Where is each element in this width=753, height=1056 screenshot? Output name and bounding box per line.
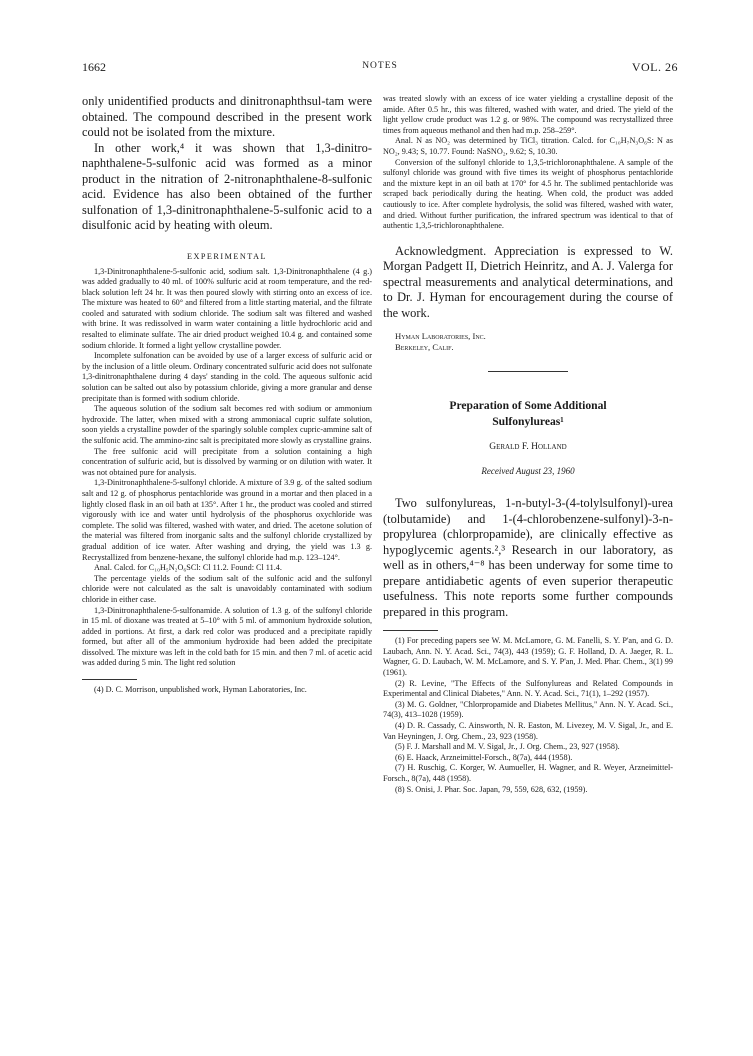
article-title-line: Preparation of Some Additional [449,399,607,413]
footnote-divider [383,630,438,631]
body-paragraph: In other work,⁴ it was shown that 1,3-dinitro-naphthalene-5-sulfonic acid was formed as a minor product in the nitration of 2-nitronaphthalene-8-sulfonic acid. Evidence has also been obtained of the further sulfonation of 1,3-dinitronaphthalene-5-sulfonic acid to a disulfonic acid by heating with oleum. [82,140,372,232]
experimental-paragraph: The percentage yields of the sodium salt of the sulfonic acid and the sulfonyl chloride were not calculated as the salt is unavoidably contaminated with sodium chloride in either case. [82,573,372,604]
experimental-paragraph: Conversion of the sulfonyl chloride to 1,3,5-trichloronaphthalene. A sample of the sulfonyl chloride was ground with five times its weight of phosphorus pentachloride and the mixture kept in an oil bath at 170° for 4.5 hr. The sublimed pentachloride was scraped back periodically during the heating. When cold, the product was added cautiously to ice. After complete hydrolysis, the solid was filtered, washed with water, and dried. Without further purification, the infrared spectrum was identical to that of authentic 1,3,5-trichloronaphthalene. [383,157,673,231]
page-number: 1662 [82,60,106,74]
article-intro: Two sulfonylureas, 1-n-butyl-3-(4-tolylsulfonyl)-urea (tolbutamide) and 1-(4-chlorobenzene-sulfonyl)-3-n-propylurea (chlorpropamide), are clinically effective as hypoglycemic agents.²,³ Research in our laboratory, as well as in others,⁴⁻⁸ has been underway for some time to prepare antidiabetic agents of even superior therapeutic usefulness. This note reports some further compounds prepared in this program. [383,496,673,619]
footnote: (1) For preceding papers see W. M. McLamore, G. M. Fanelli, S. Y. P'an, and G. D. Laubach, Ann. N. Y. Acad. Sci., 74(3), 443 (1959); G. F. Holland, D. A. Jaeger, R. L. Wagner, G. D. Laubach, W. M. McLamore, and S. Y. P'an, J. Med. Phar. Chem., 3(1) 99 (1961). [383,636,673,677]
running-head: NOTES [362,61,398,71]
affiliation: Hyman Laboratories, Inc. [395,331,486,342]
section-heading: EXPERIMENTAL [186,251,268,261]
right-column [383,94,673,795]
experimental-paragraph: 1,3-Dinitronaphthalene-5-sulfonyl chloride. A mixture of 3.9 g. of the salted sodium salt and 12 g. of phosphorus pentachloride was ground in a mortar and then placed in a lightly closed flask in an oil bath at 135°. After 1 hr., the product was cooled and stirred vigorously with ice and water until hydrolysis of the phosphorus oxychloride was complete. The solid was filtered, washed with water, and dried. The acetone solution of the material was filtered from inorganic salts and the sulfonyl chloride crystallized by gradual addition of ice water. After washing and drying, the yield was 1.3 g. Recrystallized from benzene-hexane, the sulfonyl chloride had m.p. 123–124°. [82,478,372,562]
acknowledgment: Acknowledgment. Appreciation is expressed to W. Morgan Padgett II, Dietrich Heinritz, and A. J. Valerga for spectral measurements and analytical determinations, and to Dr. J. Hyman for encouragement during the course of the work. [383,243,673,320]
footnote: (6) E. Haack, Arzneimittel-Forsch., 8(7a), 444 (1958). [395,752,573,762]
experimental-paragraph: was treated slowly with an excess of ice water yielding a crystalline deposit of the amide. After 0.5 hr., this was filtered, washed with water, and dried. The yield of the light yellow crude product was 1.2 g. or 98%. The compound was recrystallized three times from aqueous methanol and then had m.p. 258–259°. [383,94,673,135]
received-date: Received August 23, 1960 [481,466,575,477]
experimental-paragraph: The free sulfonic acid will precipitate from a solution containing a high concentration of sulfuric acid, but is dissolved by warming or on dilution with water. It was not obtained pure for analysis. [82,446,372,477]
affiliation-location: Berkeley, Calif. [395,342,454,353]
experimental-paragraph: 1,3-Dinitronaphthalene-5-sulfonic acid, sodium salt. 1,3-Dinitronaphthalene (4 g.) was added gradually to 40 ml. of 100% sulfuric acid at room temperature, and the red-black solution left 24 hr. It was then poured slowly with stirring onto an excess of ice. The mixture was heated to 60° and filtered from a little starting material, and the filtrate cooled and saturated with sodium chloride. The sodium salt was filtered and washed with brine. It was redissolved in warm water containing a little hydrochloric acid and resalted to eliminate sulfate. The air dried product weighed 10.4 g. and contained some sodium chloride. It formed a light yellow crystalline powder. [82,266,372,350]
footnote: (3) M. G. Goldner, "Chlorpropamide and Diabetes Mellitus," Ann. N. Y. Acad. Sci., 74(3), 413–1028 (1959). [383,699,673,720]
footnote: (4) D. R. Cassady, C. Ainsworth, N. R. Easton, M. Livezey, M. V. Sigal, Jr., and E. Van Heyningen, J. Org. Chem., 23, 923 (1958). [383,720,673,741]
analysis-line: Anal. Calcd. for C₁₀H₅N₂O₆SCl: Cl 11.2. Found: Cl 11.4. [94,563,282,573]
experimental-paragraph: The aqueous solution of the sodium salt becomes red with sodium or ammonium hydroxide. The latter, when mixed with a strong ammoniacal cupric sulfate solution, soon yields a crystalline powder of the sparingly soluble complex cupric-ammine salt of the sulfonic acid. The ammino-zinc salt is precipitated more slowly as crystalline grains. [82,404,372,445]
footnote: (5) F. J. Marshall and M. V. Sigal, Jr., J. Org. Chem., 23, 927 (1958). [395,742,620,752]
footnote-divider [82,679,137,680]
analysis-line: Anal. N as NO₂ was determined by TiCl₃ titration. Calcd. for C₁₀H₇N₃O₆S: N as NO₂, 9.43; S, 10.77. Found: NaSNO₂, 9.62; S, 10.30. [383,136,673,156]
experimental-paragraph: Incomplete sulfonation can be avoided by use of a larger excess of sulfuric acid or by the inclusion of a little oleum. Ordinary concentrated sulfuric acid does not sulfonate 1,3-dinitronaphthalene during 4 days' standing in the cold. The aqueous sulfonic acid solution can be salted out also by potassium chloride, giving a more granular and dense precipitate than is formed with sodium chloride. [82,351,372,403]
footnote: (4) D. C. Morrison, unpublished work, Hyman Laboratories, Inc. [94,685,307,695]
article-title-line: Sulfonylureas¹ [492,415,564,429]
footnote: (7) H. Ruschig, C. Korger, W. Aumueller, H. Wagner, and R. Weyer, Arzneimittel-Forsch., 8(7a), 448 (1958). [383,763,673,783]
experimental-paragraph: 1,3-Dinitronaphthalene-5-sulfonamide. A solution of 1.3 g. of the sulfonyl chloride in 15 ml. of dioxane was treated at 5–10° with 5 ml. of ammonium hydroxide solution, added in portions. At first, a dark red color was produced and a precipitate rapidly formed, but after all of the ammonium hydroxide had been added the precipitate dissolved. The mixture was left in the cold bath for 15 min. and then 7 ml. of acetic acid was added during 5 min. The light red solution [82,605,372,668]
article-author: Gerald F. Holland [489,442,567,453]
body-paragraph: only unidentified products and dinitronaphthsul-tam were obtained. The compound described in the present work could not be isolated from the mixture. [82,94,372,139]
article-title [383,398,673,430]
page-header [82,60,678,76]
left-column [82,94,372,696]
volume-label: VOL. 26 [631,60,678,74]
footnote: (8) S. Onisi, J. Phar. Soc. Japan, 79, 559, 628, 632, (1959). [395,784,588,794]
article-divider [488,371,568,372]
footnote: (2) R. Levine, "The Effects of the Sulfonylureas and Related Compounds in Experimental and Clinical Diabetes," Ann. N. Y. Acad. Sci., 71(1), 1–292 (1957). [383,678,673,699]
